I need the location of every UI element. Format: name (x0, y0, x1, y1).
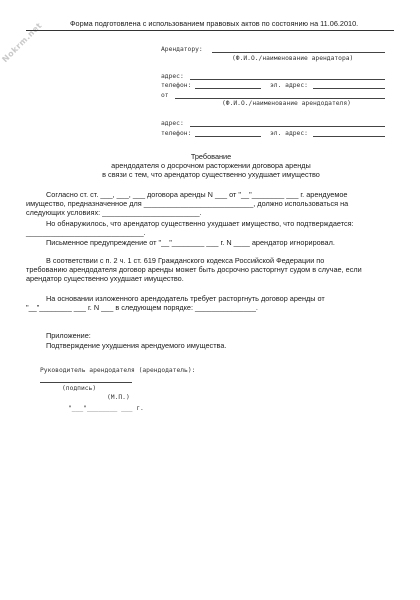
paragraph-4-line-2: требованию арендодателя договор аренды может быть досрочно расторгнут судом в случае, если (26, 265, 362, 274)
paragraph-2-line-1: Но обнаружилось, что арендатор существенно ухудшает имущество, что подтверждается: (46, 219, 354, 228)
from-caption: (Ф.И.О./наименование арендодателя) (222, 100, 351, 107)
document-title: Требование (190, 152, 232, 161)
signature-line (40, 382, 132, 383)
phone-label: телефон: (161, 82, 192, 89)
paragraph-3: Письменное предупреждение от "__"________ ___ г. N ____ арендатор игнорировал. (46, 238, 335, 247)
paragraph-4-line-3: арендатор существенно ухудшает имущество. (26, 274, 184, 283)
attachment-label: Приложение: (46, 331, 91, 340)
paragraph-1-line-1: Согласно ст. ст. ___, ___, ___ договора аренды N ___ от "__"________ ___ г. арендуемое (46, 190, 348, 199)
signature-caption: (подпись) (62, 385, 97, 392)
address2-field-line (190, 126, 385, 127)
paragraph-2-line-2: _____________________________. (26, 228, 146, 237)
phone-field-line (195, 88, 261, 89)
paragraph-5-line-2: "__"________ ___ г. N ___ в следующем порядке: _______________. (26, 303, 258, 312)
paragraph-5-line-1: На основании изложенного арендодатель требует расторгнуть договор аренды от (46, 294, 325, 303)
paragraph-4-line-1: В соответствии с п. 2 ч. 1 ст. 619 Гражданского кодекса Российской Федерации по (46, 256, 325, 265)
signature-head-label: Руководитель арендодателя (арендодатель): (40, 367, 196, 374)
form-note: Форма подготовлена с использованием правовых актов по состоянию на 11.06.2010. (70, 19, 359, 28)
attachment-item: Подтверждение ухудшения арендуемого имущества. (46, 341, 227, 350)
email-field-line (313, 88, 385, 89)
document-subtitle-2: в связи с тем, что арендатор существенно ухудшает имущество (102, 170, 320, 179)
seal-caption: (М.П.) (107, 394, 130, 401)
to-label: Арендатору: (161, 46, 203, 53)
email2-label: эл. адрес: (270, 130, 308, 137)
from-label: от (161, 92, 169, 99)
document-subtitle-1: арендодателя о досрочном расторжении договора аренды (111, 161, 311, 170)
address2-label: адрес: (161, 120, 184, 127)
header-rule (26, 30, 394, 31)
signature-date: "___"________ ___ г. (68, 405, 144, 412)
phone2-label: телефон: (161, 130, 192, 137)
watermark-stamp: Nokrm.net (0, 20, 44, 65)
email2-field-line (313, 136, 385, 137)
phone2-field-line (195, 136, 261, 137)
address-field-line (190, 79, 385, 80)
to-caption: (Ф.И.О./наименование арендатора) (232, 55, 354, 62)
email-label: эл. адрес: (270, 82, 308, 89)
address-label: адрес: (161, 73, 184, 80)
paragraph-1-line-2: имущество, предназначенное для ___________________________, должно использоваться на (26, 199, 349, 208)
paragraph-1-line-3: следующих условиях: ________________________. (26, 208, 202, 217)
to-field-line (212, 52, 385, 53)
